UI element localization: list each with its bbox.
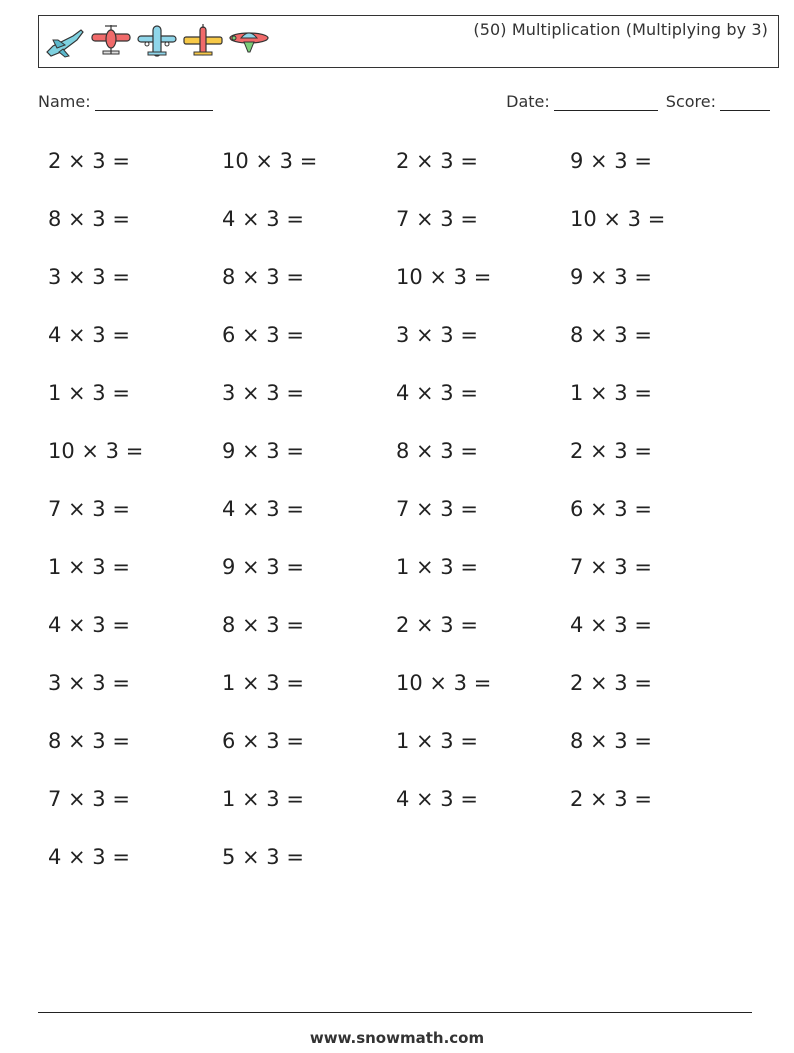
problem-item: 4 × 3 = <box>222 207 304 231</box>
problem-item: 10 × 3 = <box>48 439 144 463</box>
name-blank[interactable] <box>95 95 213 111</box>
score-label: Score: <box>665 92 716 111</box>
red-plane-icon <box>89 22 133 62</box>
problem-item: 4 × 3 = <box>48 845 130 869</box>
problem-item: 4 × 3 = <box>48 323 130 347</box>
problem-item: 4 × 3 = <box>222 497 304 521</box>
problem-item: 6 × 3 = <box>570 497 652 521</box>
problem-item: 2 × 3 = <box>570 439 652 463</box>
problem-item: 8 × 3 = <box>48 729 130 753</box>
footer-divider <box>38 1012 752 1013</box>
problem-item: 7 × 3 = <box>396 207 478 231</box>
problem-item: 4 × 3 = <box>570 613 652 637</box>
problem-item: 8 × 3 = <box>222 265 304 289</box>
problem-item: 10 × 3 = <box>396 671 492 695</box>
problem-item: 3 × 3 = <box>48 671 130 695</box>
problem-item: 1 × 3 = <box>222 787 304 811</box>
problem-item: 1 × 3 = <box>222 671 304 695</box>
problem-item: 7 × 3 = <box>48 497 130 521</box>
date-score-fields <box>506 92 770 111</box>
page-title: (50) Multiplication (Multiplying by 3) <box>473 20 768 39</box>
date-blank[interactable] <box>554 95 658 111</box>
problem-item: 4 × 3 = <box>396 787 478 811</box>
problem-item: 1 × 3 = <box>396 555 478 579</box>
problem-item: 1 × 3 = <box>48 381 130 405</box>
problem-item: 10 × 3 = <box>570 207 666 231</box>
problem-item: 9 × 3 = <box>570 149 652 173</box>
problem-item: 2 × 3 = <box>570 787 652 811</box>
problem-item: 8 × 3 = <box>570 729 652 753</box>
jet-icon <box>43 22 87 62</box>
problem-item: 2 × 3 = <box>570 671 652 695</box>
date-field <box>506 92 658 111</box>
problem-item: 10 × 3 = <box>396 265 492 289</box>
green-plane-icon <box>227 22 271 62</box>
yellow-plane-icon <box>181 22 225 62</box>
problem-item: 2 × 3 = <box>396 149 478 173</box>
problem-item: 4 × 3 = <box>396 381 478 405</box>
name-label: Name: <box>38 92 91 111</box>
score-blank[interactable] <box>720 95 770 111</box>
problem-item: 1 × 3 = <box>396 729 478 753</box>
plane-icons <box>43 22 271 62</box>
problem-item: 8 × 3 = <box>570 323 652 347</box>
problem-item: 8 × 3 = <box>396 439 478 463</box>
problem-item: 8 × 3 = <box>48 207 130 231</box>
problem-item: 8 × 3 = <box>222 613 304 637</box>
problem-item: 7 × 3 = <box>570 555 652 579</box>
problem-item: 3 × 3 = <box>222 381 304 405</box>
blue-plane-icon <box>135 22 179 62</box>
problem-item: 2 × 3 = <box>396 613 478 637</box>
problem-item: 7 × 3 = <box>48 787 130 811</box>
date-label: Date: <box>506 92 550 111</box>
problem-item: 1 × 3 = <box>48 555 130 579</box>
problem-item: 3 × 3 = <box>396 323 478 347</box>
problem-grid <box>48 144 744 898</box>
problem-item: 2 × 3 = <box>48 149 130 173</box>
name-field <box>38 92 213 111</box>
problem-item: 6 × 3 = <box>222 323 304 347</box>
problem-item: 4 × 3 = <box>48 613 130 637</box>
problem-item: 9 × 3 = <box>222 555 304 579</box>
problem-item: 9 × 3 = <box>222 439 304 463</box>
worksheet-header <box>38 15 779 68</box>
score-field <box>666 92 770 111</box>
problem-item: 10 × 3 = <box>222 149 318 173</box>
footer-website: www.snowmath.com <box>309 1029 485 1047</box>
problem-item: 6 × 3 = <box>222 729 304 753</box>
problem-item: 9 × 3 = <box>570 265 652 289</box>
problem-item: 3 × 3 = <box>48 265 130 289</box>
problem-item: 5 × 3 = <box>222 845 304 869</box>
problem-item: 7 × 3 = <box>396 497 478 521</box>
problem-item: 1 × 3 = <box>570 381 652 405</box>
